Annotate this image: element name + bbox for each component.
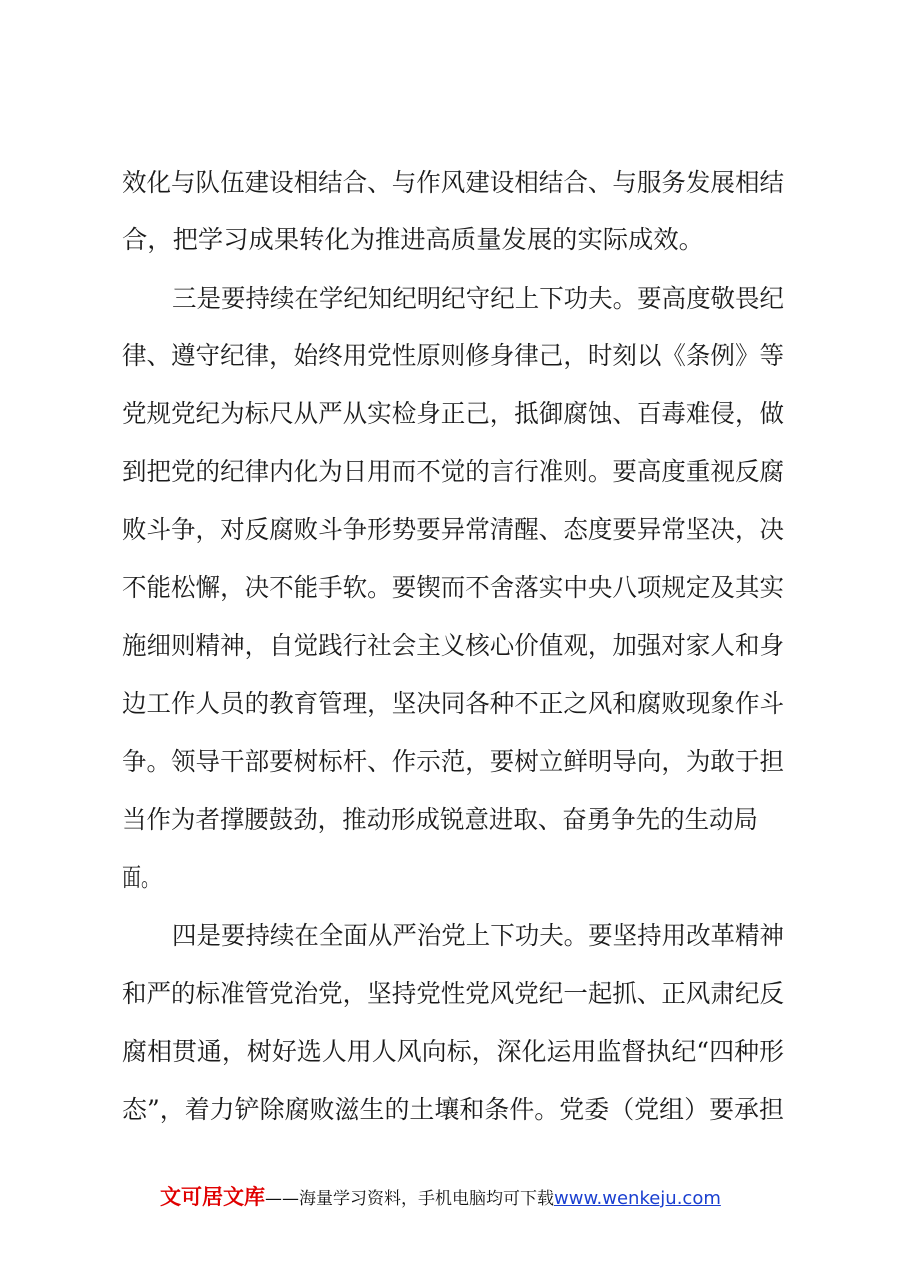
footer-tagline: ——海量学习资料，手机电脑均可下载 [265, 1189, 554, 1209]
text-line-content: 腐相贯通，树好选人用人风向标，深化运用监督执纪“四种形 [122, 1037, 785, 1066]
text-line-content: 边工作人员的教育管理，坚决同各种不正之风和腐败现象作斗 [122, 689, 784, 718]
text-line [0, 740, 909, 784]
text-line [0, 1030, 909, 1074]
text-line [0, 682, 909, 726]
text-line-content: 施细则精神，自觉践行社会主义核心价值观，加强对家人和身 [122, 631, 784, 660]
text-line-content: 效化与队伍建设相结合、与作风建设相结合、与服务发展相结 [122, 168, 784, 197]
text-line-content: 党规党纪为标尺从严从实检身正己，抵御腐蚀、百毒难侵，做 [122, 399, 784, 428]
text-line-content: 四是要持续在全面从严治党上下功夫。要坚持用改革精神 [172, 921, 785, 950]
text-line [0, 856, 909, 900]
text-line-content: 律、遵守纪律，始终用党性原则修身律己，时刻以《条例》等 [122, 341, 784, 370]
text-line-content: 败斗争，对反腐败斗争形势要异常清醒、态度要异常坚决，决 [122, 515, 784, 544]
footer-banner [160, 1180, 721, 1214]
text-line [0, 392, 909, 436]
text-line [0, 218, 909, 262]
text-line-content: 争。领导干部要树标杆、作示范，要树立鲜明导向，为敢于担 [122, 747, 784, 776]
text-line-content: 合，把学习成果转化为推进高质量发展的实际成效。 [122, 225, 704, 254]
text-line-content: 不能松懈，决不能手软。要锲而不舍落实中央八项规定及其实 [122, 573, 784, 602]
text-line [0, 972, 909, 1016]
text-line-content: 三是要持续在学纪知纪明纪守纪上下功夫。要高度敬畏纪 [172, 284, 785, 313]
text-line [0, 1088, 909, 1132]
text-line-content: 和严的标准管党治党，坚持党性党风党纪一起抓、正风肃纪反 [122, 979, 784, 1008]
text-line-content: 面。 [122, 863, 161, 892]
text-line [0, 277, 909, 321]
footer-brand: 文可居文库 [160, 1185, 265, 1209]
text-line-content: 态”，着力铲除腐败滋生的土壤和条件。党委（党组）要承担 [122, 1095, 785, 1124]
text-line-content: 当作为者撑腰鼓劲，推动形成锐意进取、奋勇争先的生动局 [122, 805, 758, 834]
text-line [0, 914, 909, 958]
text-line-content: 到把党的纪律内化为日用而不觉的言行准则。要高度重视反腐 [122, 457, 784, 486]
text-line [0, 161, 909, 205]
text-line [0, 566, 909, 610]
text-line [0, 624, 909, 668]
footer-link[interactable]: www.wenkeju.com [554, 1188, 721, 1209]
text-line [0, 334, 909, 378]
text-line [0, 508, 909, 552]
text-line [0, 798, 909, 842]
text-line [0, 450, 909, 494]
